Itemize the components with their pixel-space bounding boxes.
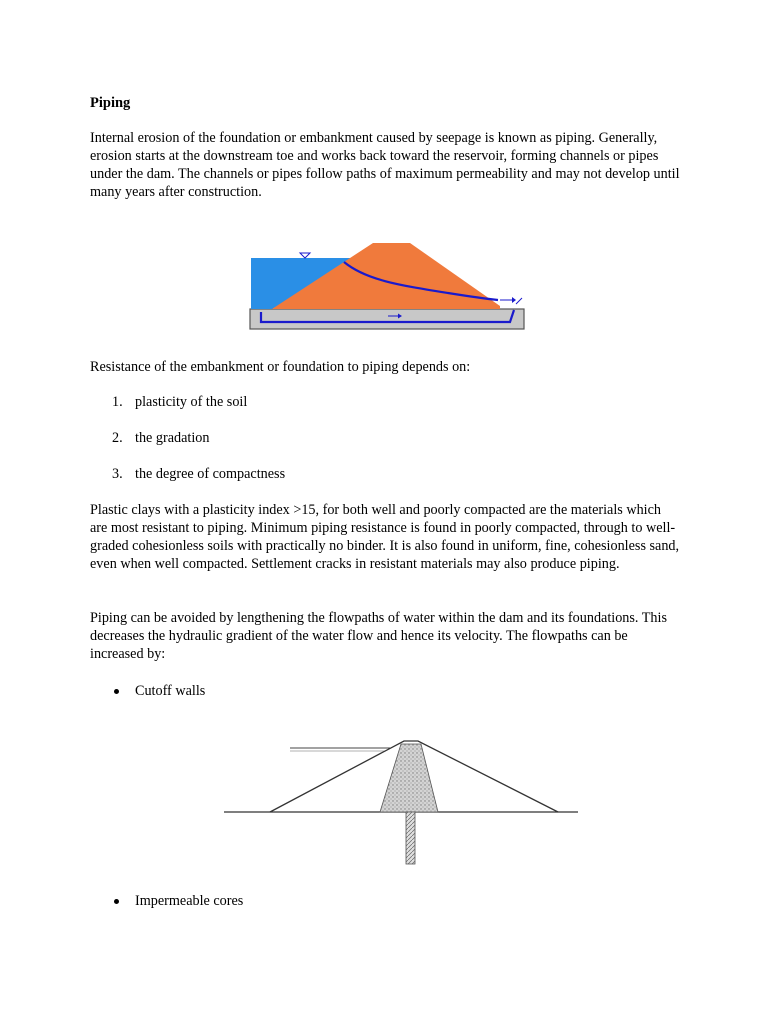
resistance-paragraph: Resistance of the embankment or foundation to piping depends on: (90, 359, 471, 375)
impermeable-core (380, 744, 438, 812)
piping-diagram (248, 240, 528, 332)
list-item (90, 465, 285, 501)
list-text: the degree of compactness (135, 466, 286, 482)
cutoff-wall (406, 812, 415, 864)
intro-paragraph: Internal erosion of the foundation or embankment caused by seepage is known as piping. Generally, erosion starts at the downstream toe and works back toward the reservoir, forming channels or pipes under the dam. The channels or pipes follow paths of maximum permeability and may not develop until many years after construction. (90, 130, 680, 200)
section-title: Piping (90, 95, 131, 111)
resistance-factors-list (90, 393, 285, 501)
arrow-right-icon (500, 297, 522, 304)
bullet-text: Cutoff walls (135, 683, 206, 699)
list-item (90, 393, 285, 429)
bullet-dot-icon (114, 899, 119, 904)
cutoff-wall-diagram (220, 728, 584, 868)
list-item (90, 429, 285, 465)
materials-paragraph: Plastic clays with a plasticity index >15, for both well and poorly compacted are the materials which are most resistant to piping. Minimum piping resistance is found in poorly compacted, through to well-graded cohesionless soils with practically no binder. It is also found in uniform, fine, cohesionless sand, even when well compacted. Settlement cracks in resistant materials may also produce piping. (90, 502, 680, 572)
bullet-item-impermeable-cores (90, 892, 243, 910)
bullet-dot-icon (114, 689, 119, 694)
list-text: the gradation (135, 430, 210, 446)
list-number: 2. (112, 430, 123, 446)
foundation-layer (250, 309, 524, 329)
list-text: plasticity of the soil (135, 394, 248, 410)
list-number: 1. (112, 394, 123, 410)
bullet-item-cutoff-walls (90, 682, 205, 700)
flowpath-paragraph: Piping can be avoided by lengthening the flowpaths of water within the dam and its foundations. This decreases the hydraulic gradient of the water flow and hence its velocity. The flowpaths can be increased by: (90, 610, 667, 662)
list-number: 3. (112, 466, 123, 482)
bullet-text: Impermeable cores (135, 893, 244, 909)
triangle-down-icon (300, 253, 310, 258)
